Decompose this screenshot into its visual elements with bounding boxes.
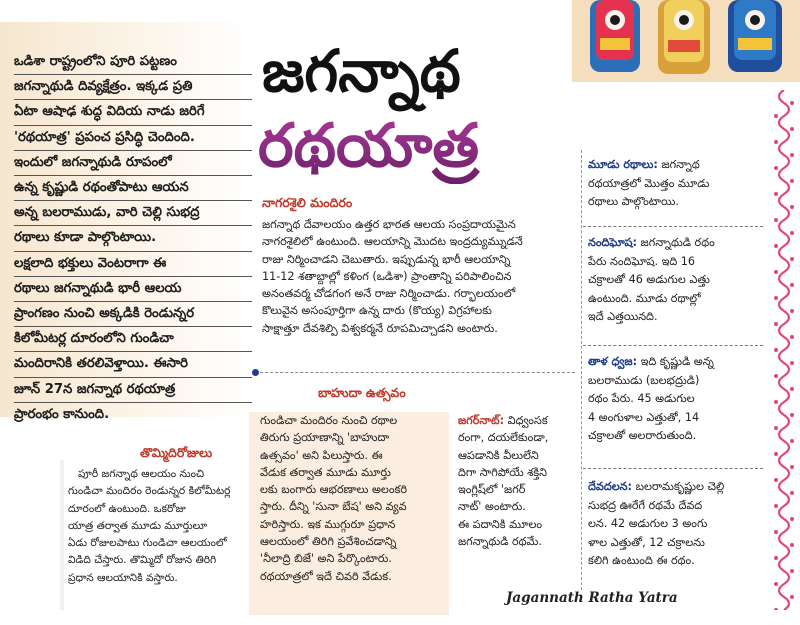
border-dot — [774, 140, 778, 144]
deity-illustration — [572, 0, 800, 82]
border-dot — [774, 114, 778, 118]
paragraph-line: రంగా, దయలేకుండా, — [458, 431, 549, 445]
paragraph-line: ఈ పదానికి మూలం — [458, 517, 543, 531]
chariot-first-line: బలరామకృష్ణుల చెల్లి — [635, 480, 725, 493]
paragraph-line: 11-12 శతాబ్దాల్లో కళింగ (ఒడిశా) ప్రాంతాన్ని పరిపాలించిన — [262, 269, 512, 283]
paragraph-line: అనంతవర్మ చోడగంగ అనే రాజు నిర్మించాడు. గర్భాలయంలో — [262, 287, 516, 301]
divider-dot-icon — [252, 369, 259, 376]
border-dot — [790, 231, 794, 235]
nine-days-heading: తొమ్మిదిరోజులు — [140, 445, 213, 460]
border-dot — [774, 374, 778, 378]
intro-text — [14, 50, 252, 427]
border-dot — [790, 517, 794, 521]
intro-line: రథాలు కూడా పాల్గొంటాయి. — [14, 226, 252, 251]
chariot-line: రథం పేరు. 45 అడుగుల — [588, 392, 695, 406]
paragraph-line: యాత్ర తర్వాత మూడు మూర్తులూ — [68, 519, 208, 532]
chariot-divider — [583, 468, 763, 469]
intro-line: జూన్ 27న జగన్నాథ రథయాత్ర — [14, 378, 252, 403]
intro-line: 'రథయాత్ర' ప్రపంచ ప్రసిద్ధి చెందింది. — [14, 126, 252, 151]
column-divider — [581, 150, 582, 590]
paragraph-line: ఆపడానికి వీలులేని — [458, 448, 539, 462]
paragraph-line: హరిస్తారు. ఇక ముగ్గురూ ప్రధాన — [260, 517, 396, 531]
paragraph-line: రథయాత్రలో ఇదే చివరి వేడుక. — [260, 569, 392, 583]
chariot-line: రథాలు పాల్గొంటాయి. — [588, 195, 679, 209]
border-dot — [774, 608, 778, 610]
paragraph-line: సాక్షాత్తూ దేవశిల్పి విశ్వకర్మనే రూపమిచ్చాడని అంటారు. — [262, 321, 498, 335]
border-wave — [779, 90, 789, 610]
paragraph-line: గుండిచా మందిరం నుంచి రథాల — [260, 414, 398, 427]
paragraph-line: ఏడు రోజులపాటు గుండిచా ఆలయంలో — [68, 537, 227, 550]
chariot-line: చక్రాలతో అలరారుతుంది. — [588, 429, 697, 443]
intro-line: రథాలు జగన్నాథుడి భారీ ఆలయ — [14, 277, 252, 302]
juggernaut-paragraph — [458, 412, 580, 550]
border-dot — [790, 153, 794, 157]
border-dot — [774, 400, 778, 404]
border-dot — [790, 205, 794, 209]
intro-box — [0, 22, 255, 422]
intro-line: కిలోమీటర్ల దూరంలోని గుండిచా — [14, 327, 252, 352]
border-dot — [774, 270, 778, 274]
paragraph-line: కొలువైన అసంపూర్తిగా ఉన్న దారు (కొయ్య) విగ్రహాలకు — [262, 304, 492, 318]
bahuda-paragraph — [260, 412, 450, 585]
chariot-line: ఉంటుంది. మూడు రథాల్లో — [588, 291, 701, 305]
chariot-first-line: జగన్నాథ — [661, 158, 700, 171]
border-dot — [774, 452, 778, 456]
paragraph-line: నాగరశైలిలో ఉంటుంది. ఆలయాన్ని మొదట ఇంద్రద్యుమ్నుడనే — [262, 235, 523, 249]
intro-line: అన్న బలరాముడు, వారి చెల్లి సుభద్ర — [14, 201, 252, 226]
page-title-line-2: రథయాత్ర — [258, 108, 578, 184]
chariot-line: 4 అంగుళాల ఎత్తుతో, 14 — [588, 410, 700, 424]
paragraph-line: తిరుగు ప్రయాణాన్ని 'బాహుదా — [260, 431, 390, 445]
border-dot — [790, 387, 794, 391]
border-dot — [790, 179, 794, 183]
paragraph-line — [458, 412, 580, 429]
chariot-line: సుభద్ర ఊరేగే రథమే దేవద — [588, 498, 703, 512]
paragraph-line: గుండిచా మందిరం రెండున్నర కిలోమీటర్ల — [68, 485, 231, 498]
border-dot — [790, 465, 794, 469]
chariot-block — [588, 478, 768, 571]
paragraph-line: స్తారు. దీన్ని 'సునా బేష' అని వ్యవ — [260, 500, 407, 514]
border-dot — [790, 491, 794, 495]
chariot-line — [588, 234, 768, 253]
chariot-line: రథయాత్రలో మొత్తం మూడు — [588, 176, 710, 190]
paragraph-line: 'నీలాద్రి బిజే' అని పేర్కొంటారు. — [260, 552, 392, 566]
signature: Jagannath Ratha Yatra — [506, 590, 678, 606]
border-dot — [774, 426, 778, 430]
chariot-line: పేరు నందిఘోష. ఇది 16 — [588, 254, 696, 268]
border-dot — [790, 309, 794, 313]
chariot-first-line: ఇది కృష్ణుడి అన్న — [640, 355, 714, 368]
border-dot — [774, 504, 778, 508]
chariot-block — [588, 234, 768, 327]
chariot-block — [588, 156, 768, 212]
border-dot — [774, 296, 778, 300]
paragraph-line: ఆలయంలో తిరిగి ప్రవేశించడాన్ని — [260, 535, 397, 549]
page-title-line-1: జగన్నాథ — [262, 37, 461, 105]
decorative-border — [772, 90, 796, 610]
paragraph-line: పూరీ జగన్నాథ ఆలయం నుంచి — [78, 468, 205, 480]
border-dot — [774, 556, 778, 560]
intro-line: మందిరానికి తరలివెళ్తాయి. ఈసారి — [14, 352, 252, 377]
border-dot — [790, 595, 794, 599]
border-dot — [774, 582, 778, 586]
nine-days-side-rule — [60, 460, 64, 610]
border-dot — [790, 413, 794, 417]
paragraph-line: లకు బంగారు ఆభరణాలు అలంకరి — [260, 483, 408, 497]
border-dot — [774, 218, 778, 222]
paragraph-line: జగన్నాథుడి రథమే. — [458, 535, 542, 549]
chariot-line: ఇదే ఎత్తయినది. — [588, 310, 658, 324]
nagara-heading: నాగరశైలి మందిరం — [262, 195, 353, 210]
border-dot — [790, 439, 794, 443]
bahuda-heading: బాహుదా ఉత్సవం — [318, 385, 406, 400]
paragraph-line: దూరంలో ఉంటుంది. ఒకరోజు — [68, 502, 186, 515]
border-dot — [774, 166, 778, 170]
chariot-line: చక్రాలతో 46 అడుగుల ఎత్తు — [588, 273, 710, 287]
chariot-line — [588, 156, 768, 175]
intro-line: ప్రారంభం కానుంది. — [14, 406, 110, 422]
border-dot — [790, 361, 794, 365]
juggernaut-first-line: విధ్వంసక — [507, 414, 548, 427]
chariot-divider — [583, 226, 763, 227]
nine-days-paragraph — [68, 466, 248, 587]
paragraph-line: ఇంగ్లిష్‌లో 'జగర్ — [458, 483, 526, 497]
intro-line: లక్షలాది భక్తులు వెంటరాగా ఈ — [14, 252, 252, 277]
nagara-paragraph — [262, 216, 567, 337]
border-dot — [790, 569, 794, 573]
intro-line: ఏటా ఆషాఢ శుద్ధ విదియ నాడు జరిగే — [14, 100, 252, 125]
intro-line: ప్రాంగణం నుంచి అక్కడికి రెండున్నర — [14, 302, 252, 327]
paragraph-line: నాట్' అంటారు. — [458, 500, 526, 514]
border-dot — [790, 127, 794, 131]
intro-line: ఇందులో జగన్నాథుడి రూపంలో — [14, 151, 252, 176]
paragraph-line: విడిది చేస్తారు. తొమ్మిదో రోజున తిరిగి — [68, 554, 217, 567]
chariot-line: కలిగి ఉంటుంది ఈ రథం. — [588, 554, 695, 568]
paragraph-line: ప్రధాన ఆలయానికి వస్తారు. — [68, 571, 178, 584]
chariot-line: ళాల ఎత్తుతో, 12 చక్రాలను — [588, 535, 705, 549]
intro-line: జగన్నాథుడి దివ్యక్షేత్రం. ఇక్కడ ప్రతి — [14, 75, 252, 100]
border-dot — [774, 478, 778, 482]
paragraph-line: దిగా సాగిపోయే శక్తిని — [458, 465, 547, 479]
chariot-label: మూడు రథాలు: — [588, 158, 658, 171]
chariot-label: తాళ ధ్వజ: — [588, 355, 638, 368]
border-dot — [774, 192, 778, 196]
chariot-divider — [583, 345, 763, 346]
intro-line: ఉన్న కృష్ణుడి రథంతోపాటు ఆయన — [14, 176, 252, 201]
chariot-line: లన. 42 అడుగుల 3 అంగు — [588, 517, 708, 531]
chariot-line: బలరాముడు (బలభద్రుడి) — [588, 373, 700, 387]
chariot-first-line: జగన్నాథుడి రథం — [640, 236, 715, 249]
border-dot — [790, 101, 794, 105]
section-divider — [255, 372, 575, 373]
chariot-line — [588, 478, 768, 497]
chariot-label: దేవదలన: — [588, 480, 633, 493]
border-dot — [790, 543, 794, 547]
border-dot — [774, 322, 778, 326]
border-dot — [790, 283, 794, 287]
chariot-label: నందిఘోష: — [588, 236, 637, 249]
border-dot — [790, 257, 794, 261]
paragraph-line: రాజు నిర్మించాడని చెబుతారు. ఇప్పుడున్న భారీ ఆలయాన్ని — [262, 252, 511, 266]
border-dot — [790, 335, 794, 339]
intro-line: ఒడిశా రాష్ట్రంలోని పూరి పట్టణం — [14, 50, 252, 75]
border-dot — [774, 530, 778, 534]
chariot-line — [588, 353, 768, 372]
paragraph-line: జగన్నాథ దేవాలయం ఉత్తర భారత ఆలయ సంప్రదాయమైన — [262, 218, 516, 231]
border-dot — [774, 348, 778, 352]
juggernaut-label: జగర్‌నాట్: — [458, 414, 505, 427]
chariot-block — [588, 353, 768, 446]
border-dot — [774, 244, 778, 248]
paragraph-line: ఉత్సవం' అని పిలుస్తారు. ఈ — [260, 448, 383, 462]
paragraph-line: వేడుక తర్వాత మూడు మూర్తు — [260, 465, 391, 479]
